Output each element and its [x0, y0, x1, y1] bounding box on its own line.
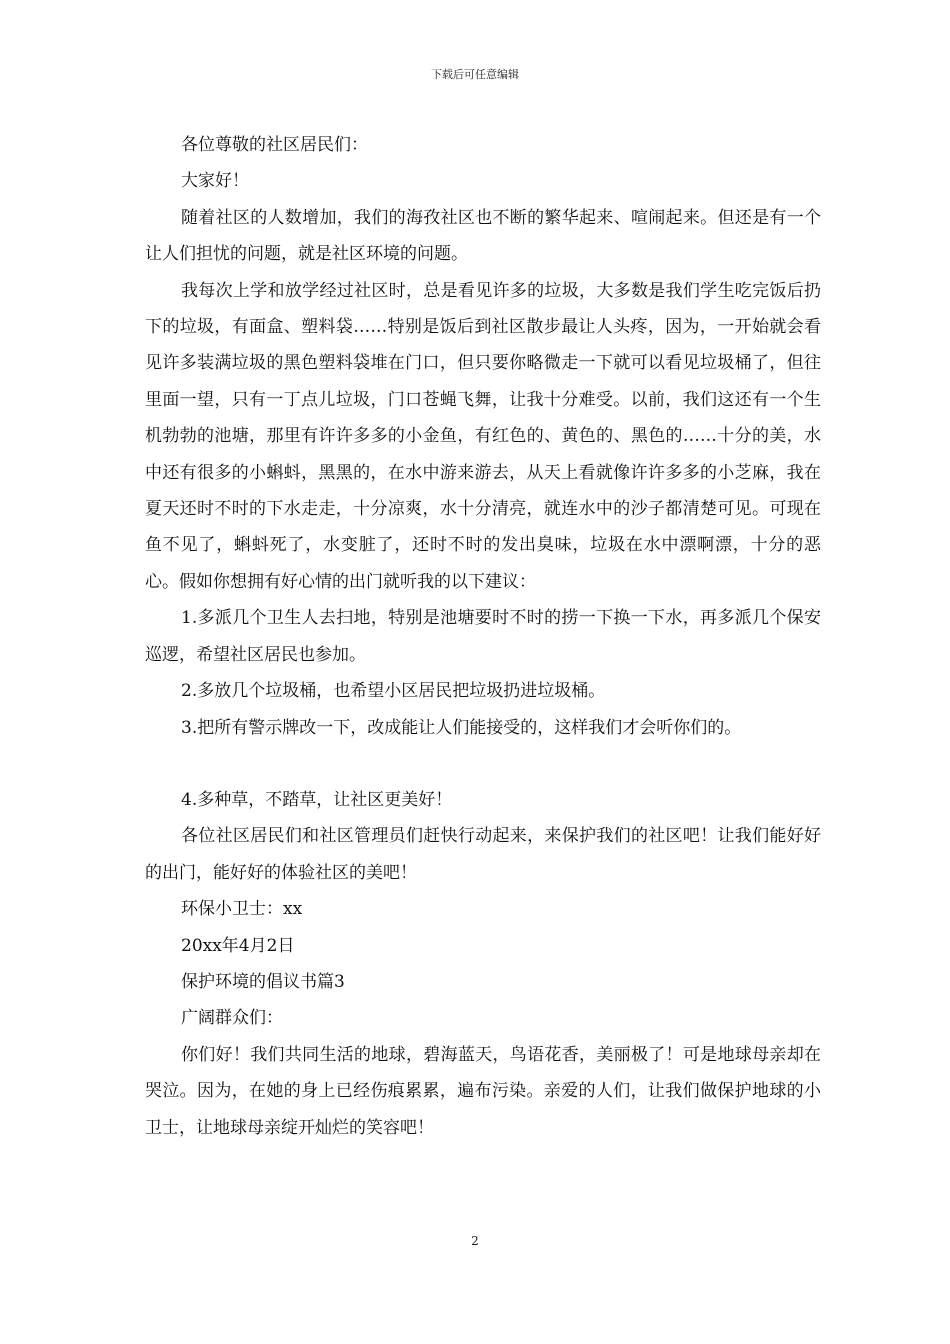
suggestion-item: 1.多派几个卫生人去扫地，特别是池塘要时不时的捞一下换一下水，再多派几个保安巡逻，希望社区居民也参加。: [145, 608, 821, 665]
greeting-recipients: 各位尊敬的社区居民们：: [181, 135, 368, 155]
date: 20xx年4月2日: [181, 935, 295, 956]
blank-line: [145, 746, 821, 782]
page-header: 下载后可任意编辑: [431, 68, 519, 81]
suggestion-item: 4.多种草，不踏草，让社区更美好！: [181, 789, 453, 810]
suggestion-item: 2.多放几个垃圾桶，也希望小区居民把垃圾扔进垃圾桶。: [181, 681, 606, 702]
body-paragraph: 随着社区的人数增加，我们的海孜社区也不断的繁华起来、喧闹起来。但还是有一个让人们担忧的问题，就是社区环境的问题。: [145, 207, 821, 265]
body-paragraph: 你们好！我们共同生活的地球，碧海蓝天，鸟语花香，美丽极了！可是地球母亲却在哭泣。因为，在她的身上已经伤痕累累，遍布污染。亲爱的人们，让我们做保护地球的小卫士，让地球母亲绽开灿烂的笑容吧！: [145, 1044, 821, 1138]
section-title: 保护环境的倡议书篇3: [181, 971, 345, 992]
greeting-hello: 大家好！: [181, 171, 249, 192]
body-paragraph: 各位社区居民们和社区管理员们赶快行动起来，来保护我们的社区吧！让我们能好好的出门，能好好的体验社区的美吧！: [145, 826, 821, 883]
greeting-recipients: 广阔群众们：: [181, 1008, 283, 1029]
page-number: 2: [471, 1234, 479, 1248]
signature: 环保小卫士：xx: [181, 899, 303, 920]
suggestion-item: 3.把所有警示牌改一下，改成能让人们能接受的，这样我们才会听你们的。: [181, 717, 742, 738]
body-paragraph: 我每次上学和放学经过社区时，总是看见许多的垃圾，大多数是我们学生吃完饭后扔下的垃圾，有面盒、塑料袋……特别是饭后到社区散步最让人头疼，因为，一开始就会看见许多装满垃圾的黑色塑料袋堆在门口，但只要你略微走一下就可以看见垃圾桶了，但往里面一望，只有一丁点儿垃圾，门口苍蝇飞舞，让我十分难受。以前，我们这还有一个生机勃勃的池塘，那里有许许多多的小金鱼，有红色的、黄色的、黑色的……十分的美，水中还有很多的小蝌蚪，黑黑的，在水中游来游去，从天上看就像许许多多的小芝麻，我在夏天还时不时的下水走走，十分凉爽，水十分清亮，就连水中的沙子都清楚可见。可现在鱼不见了，蝌蚪死了，水变脏了，还时不时的发出臭味，垃圾在水中漂啊漂，十分的恶心。假如你想拥有好心情的出门就听我的以下建议：: [145, 280, 821, 592]
document-body: [145, 127, 821, 1146]
